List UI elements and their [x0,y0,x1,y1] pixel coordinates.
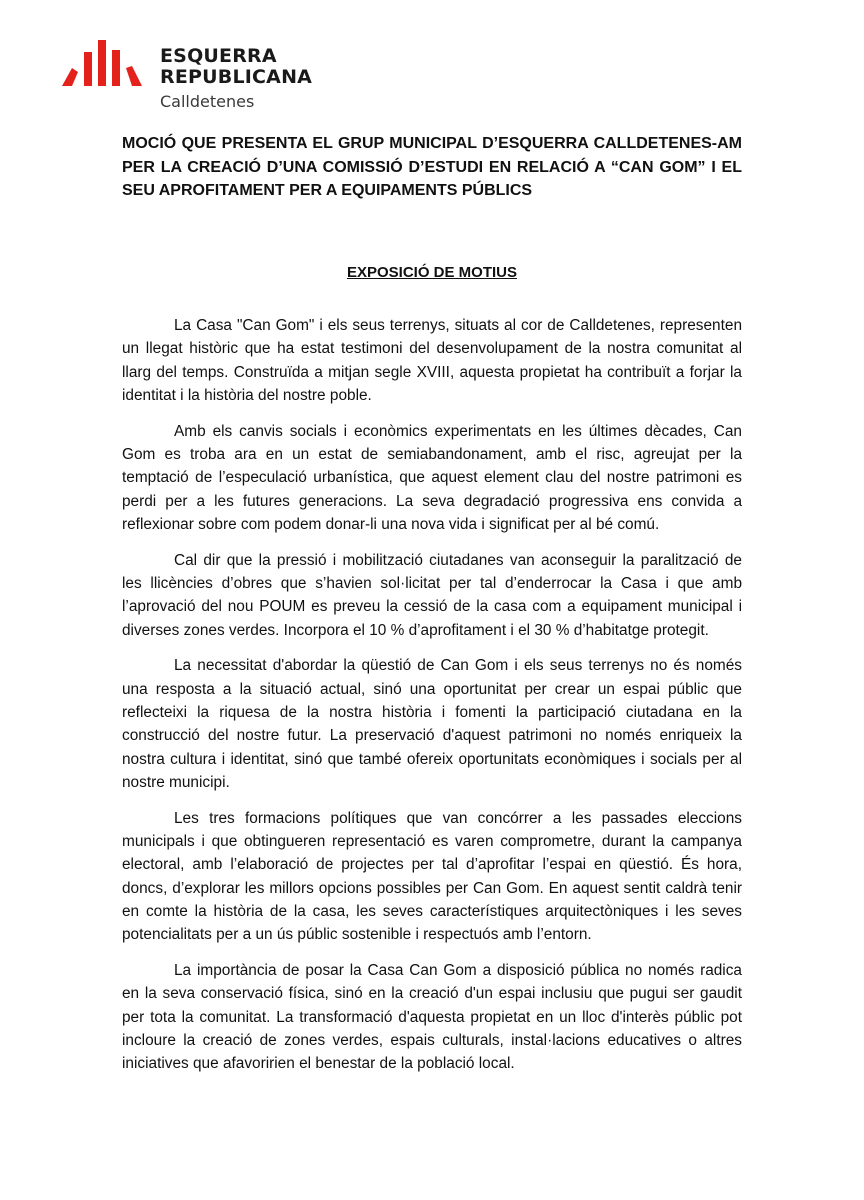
paragraph: Les tres formacions polítiques que van concórrer a les passades eleccions municipals i que obtingueren representació es varen comprometre, durant la campanya electoral, amb l’elaboració de projectes per tal d’aprofitar l’espai en qüestió. És hora, doncs, d’explorar les millors opcions possibles per Can Gom. En aquest sentit caldrà tenir en comte la història de la casa, les seves característiques arquitectòniques i les seves potencialitats per a un ús públic sostenible i respectuós amb l’entorn. [122,809,742,944]
document-body [122,314,742,1088]
paragraph: La necessitat d'abordar la qüestió de Can Gom i els seus terrenys no és només una resposta a la situació actual, sinó una oportunitat per crear un espai públic que reflecteixi la riquesa de la nostra història i fomenti la participació ciutadana en la construcció del nostre futur. La preservació d'aquest patrimoni no només enriqueix la nostra cultura i identitat, sinó que també ofereix oportunitats econòmiques i socials per al nostre municipi. [122,657,742,791]
party-emblem-icon [62,40,142,86]
paragraph: La Casa "Can Gom" i els seus terrenys, situats al cor de Calldetenes, representen un llegat històric que ha estat testimoni del desenvolupament de la nostra comunitat al llarg del temps. Construïda a mitjan segle XVIII, aquesta propietat ha contribuït a forjar la identitat i la història del nostre poble. [122,317,742,404]
paragraph: La importància de posar la Casa Can Gom a disposició pública no només radica en la seva conservació física, sinó en la creació d'un espai inclusiu que pugui ser gaudit per tota la comunitat. La transformació d'aquesta propietat en un lloc d'interès públic pot incloure la creació de zones verdes, espais culturals, instal·lacions educatives o altres iniciatives que afavoririen el benestar de la població local. [122,961,742,1073]
document-title: MOCIÓ QUE PRESENTA EL GRUP MUNICIPAL D’ESQUERRA CALLDETENES-AM PER LA CREACIÓ D’UNA COMISSIÓ D’ESTUDI EN RELACIÓ A “CAN GOM” I EL SEU APROFITAMENT PER A EQUIPAMENTS PÚBLICS [122,135,742,200]
party-locality: Calldetenes [160,92,255,111]
paragraph: Cal dir que la pressió i mobilització ciutadanes van aconseguir la paralització de les llicències d’obres que s’havien sol·licitat per tal d’enderrocar la Casa i que amb l’aprovació del nou POUM es preveu la cessió de la casa com a equipament municipal i diverses zones verdes. Incorpora el 10 % d’aprofitament i el 30 % d’habitatge protegit. [122,551,742,639]
section-heading: EXPOSICIÓ DE MOTIUS [346,264,518,281]
party-logo [62,40,312,112]
party-name-line1: ESQUERRA [160,45,277,67]
party-name-line2: REPUBLICANA [160,66,313,88]
party-name [160,46,312,112]
paragraph: Amb els canvis socials i econòmics experimentats en les últimes dècades, Can Gom es troba ara en un estat de semiabandonament, amb el risc, agreujat per la temptació de l’especulació urbanística, que aquest element clau del nostre patrimoni es perdi per a les futures generacions. La seva degradació progressiva ens convida a reflexionar sobre com podem donar-li una nova vida i significat per al bé comú. [122,422,742,533]
